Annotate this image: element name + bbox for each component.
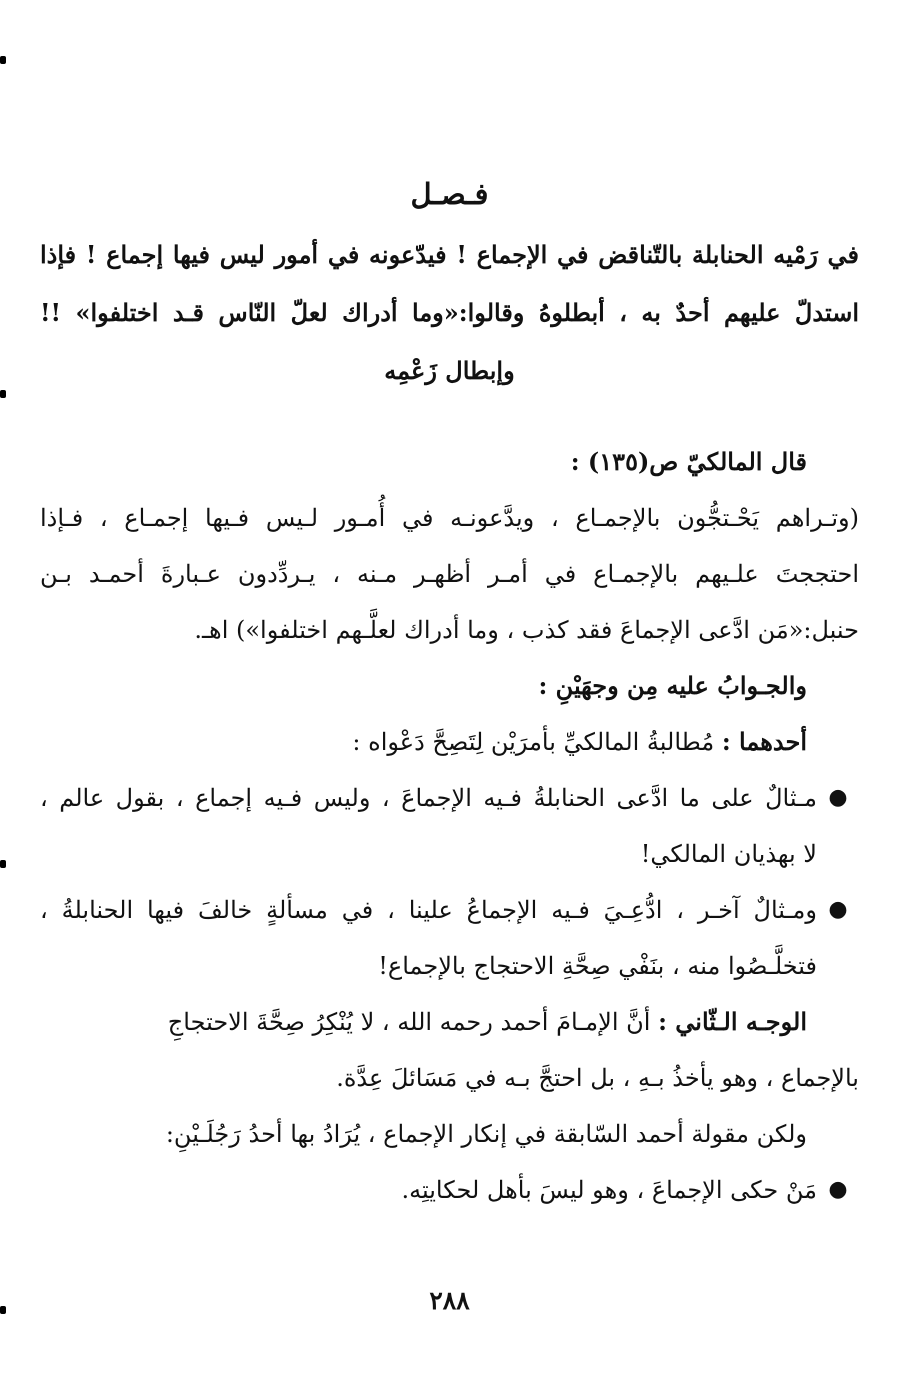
list-item — [40, 1162, 859, 1218]
first-aspect-text: مُطالبةُ المالكيِّ بأمرَيْن لِتَصِحَّ دَعْواه : — [352, 728, 722, 756]
book-page — [40, 0, 859, 1395]
bullet-2-line-1: ومـثالٌ آخـر ، ادُّعِـيَ فـيه الإجماعُ علينا ، في مسألةٍ خالفَ فيها الحنابلةُ ، — [40, 896, 817, 924]
first-aspect-label: أحدهما : — [721, 727, 807, 756]
list-item — [40, 882, 859, 994]
second-aspect-label: الوجـه الـثّاني : — [658, 1007, 807, 1036]
answer-intro: والجـوابُ عليه مِن وجهَيْنِ : — [538, 671, 807, 700]
but-line: ولكن مقولة أحمد السّابقة في إنكار الإجماع ، يُرَادُ بها أحدُ رَجُلَـيْنِ: — [165, 1120, 807, 1148]
first-aspect — [40, 714, 859, 770]
second-aspect-line-2: بالإجماع ، وهو يأخذُ بـهِ ، بل احتجَّ بـه في مَسَائلَ عِدَّة. — [336, 1064, 859, 1092]
second-aspect-text-1: أنَّ الإمـامَ أحمد رحمه الله ، لا يُنْكِرُ صِحَّةَ الاحتجاجِ — [167, 1008, 659, 1036]
section-heading — [40, 170, 859, 385]
scan-edge-mark — [0, 860, 6, 868]
body-text — [40, 434, 859, 1218]
second-aspect — [40, 994, 859, 1050]
scan-edge-mark — [0, 56, 6, 64]
section-subtitle: في رَمْيه الحنابلة بالتّناقض في الإجماع ! فيدّعونه في أمور ليس فيها إجماع ! فإذا استدلّ عليهم أحدٌ به ، أبطلوهُ وقالوا:«وما أدراك لعلّ النّاس قـد اختلفوا» !! وإبطال زَعْمِه — [40, 240, 859, 385]
bullet-dot-icon: ● — [828, 785, 848, 810]
section-title: فـصـل — [410, 177, 489, 211]
scan-edge-mark — [0, 1306, 6, 1314]
bullet-dot-icon: ● — [828, 1177, 848, 1202]
list-item — [40, 770, 859, 882]
bullet-dot-icon: ● — [828, 897, 848, 922]
quote-line-2: احتججتَ علـيهم بالإجمـاع في أمـر أظهـر مـنه ، يـردِّدون عـبارةَ أحمـد بـن — [40, 560, 859, 588]
bullet-3-line-1: مَنْ حكى الإجماعَ ، وهو ليسَ بأهل لحكايتِه. — [401, 1176, 817, 1204]
bullet-1-line-2: لا بهذيان المالكي! — [640, 840, 817, 868]
bullet-1-line-1: مـثالٌ على ما ادَّعى الحنابلةُ فـيه الإجماعَ ، وليس فـيه إجماع ، بقول عالم ، — [40, 784, 818, 812]
quote-line-3: حنبل:«مَن ادَّعى الإجماعَ فقد كذب ، وما أدراك لعلَّـهم اختلفوا») اهـ. — [194, 616, 859, 644]
bullet-2-line-2: فتخلَّـصُوا منه ، بنَفْي صِحَّةِ الاحتجاج بالإجماع! — [378, 952, 817, 980]
page-number: ٢٨٨ — [429, 1286, 470, 1315]
quote-line-1: (وتـراهم يَحْـتجُّون بالإجمـاع ، ويدَّعونـه في أُمـور لـيس فـيها إجمـاع ، فـإذا — [40, 504, 859, 532]
scan-edge-mark — [0, 390, 6, 398]
quote-intro: قال المالكيّ ص(١٣٥) : — [570, 447, 807, 476]
